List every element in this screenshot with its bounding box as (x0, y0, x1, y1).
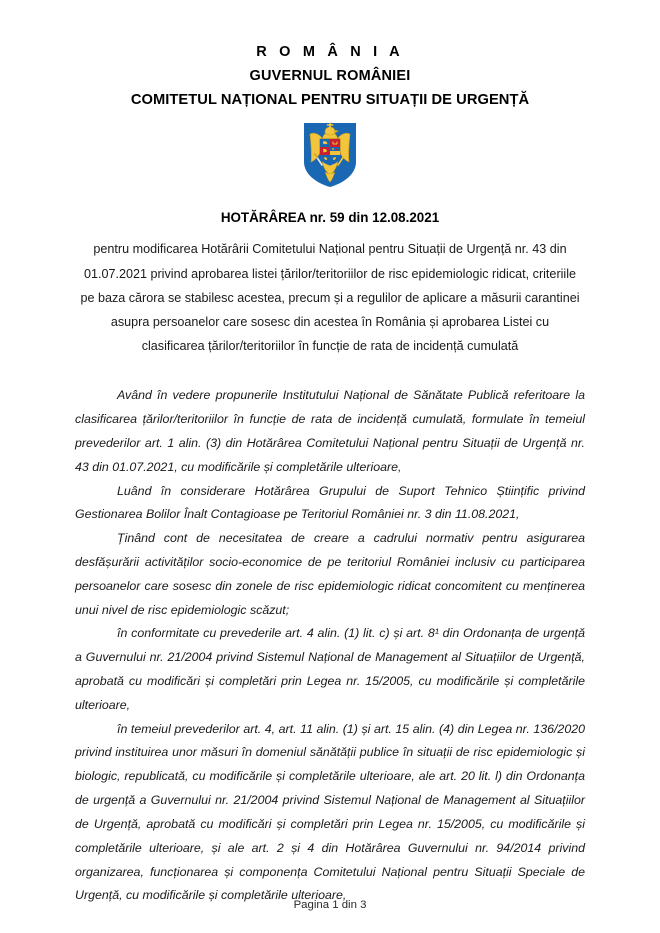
header-country-name: R O M Â N I A (256, 44, 404, 60)
body-paragraph: Având în vedere propunerile Institutului Național de Sănătate Publică referitoare la clasificarea țărilor/teritoriilor în funcție de rata de incidență cumulată, formulate în temeiul prevederilor art. 1 alin. (3) din Hotărârea Comitetului Național pentru Situații de Urgență nr. 43 din 01.07.2021, cu modificările și completările ulterioare, (75, 388, 585, 474)
title-block (0, 208, 660, 358)
body-paragraph: Luând în considerare Hotărârea Grupului de Suport Tehnico Științific privind Gestionarea Bolilor Înalt Contagioase pe Teritoriul României nr. 3 din 11.08.2021, (75, 483, 585, 522)
body-paragraph: în temeiul prevederilor art. 4, art. 11 alin. (1) și art. 15 alin. (4) din Legea nr. 136/2020 privind instituirea unor măsuri în domeniul sănătății publice în situații de risc epidemiologic și biologic, republicată, cu modificările și completările ulterioare, ale art. 20 lit. l) din Ordonanța de urgență a Guvernului nr. 21/2004 privind Sistemul Național de Management al Situațiilor de Urgență, aprobată cu modificări și completări prin Legea nr. 15/2005, cu modificările și completările ulterioare, și ale art. 2 și 4 din Hotărârea Guvernului nr. 94/2014 privind organizarea, funcționarea și componența Comitetului Național pentru Situații Speciale de Urgență, cu modificările și completările ulterioare, (75, 721, 585, 903)
header-committee-name: COMITETUL NAȚIONAL PENTRU SITUAȚII DE URGENȚĂ (130, 92, 530, 108)
page-footer (0, 899, 660, 911)
document-body (75, 384, 585, 908)
body-paragraph: Ținând cont de necesitatea de creare a cadrului normativ pentru asigurarea desfășurării activităților socio-economice de pe teritoriul României inclusiv cu participarea persoanelor care sosesc din zonele de risc epidemiologic ridicat concomitent cu menținerea unui nivel de risc epidemiologic scăzut; (75, 531, 585, 617)
emblem-container (0, 122, 660, 188)
document-header (0, 0, 660, 110)
document-title: HOTĂRÂREA nr. 59 din 12.08.2021 (220, 210, 440, 226)
page-number-label: Pagina 1 din 3 (293, 899, 367, 911)
document-subtitle: pentru modificarea Hotărârii Comitetului Național pentru Situații de Urgență nr. 43 din 01.07.2021 privind aprobarea listei țărilor/teritoriilor de risc epidemiologic ridicat, criteriile pe baza cărora se stabilesc acestea, precum și a regulilor de aplicare a măsurii carantinei asupra persoanelor care sosesc din acestea în România și aprobarea Listei cu clasificarea țărilor/teritoriilor în funcție de rata de incidență cumulată (80, 242, 580, 354)
header-government-name: GUVERNUL ROMÂNIEI (249, 68, 411, 84)
body-paragraph: în conformitate cu prevederile art. 4 alin. (1) lit. c) și art. 8¹ din Ordonanța de urgență a Guvernului nr. 21/2004 privind Sistemul Național de Management al Situațiilor de Urgență, aprobată cu modificări și completări prin Legea nr. 15/2005, cu modificările și completările ulterioare, (75, 626, 585, 712)
romania-coat-of-arms-icon (302, 122, 358, 188)
